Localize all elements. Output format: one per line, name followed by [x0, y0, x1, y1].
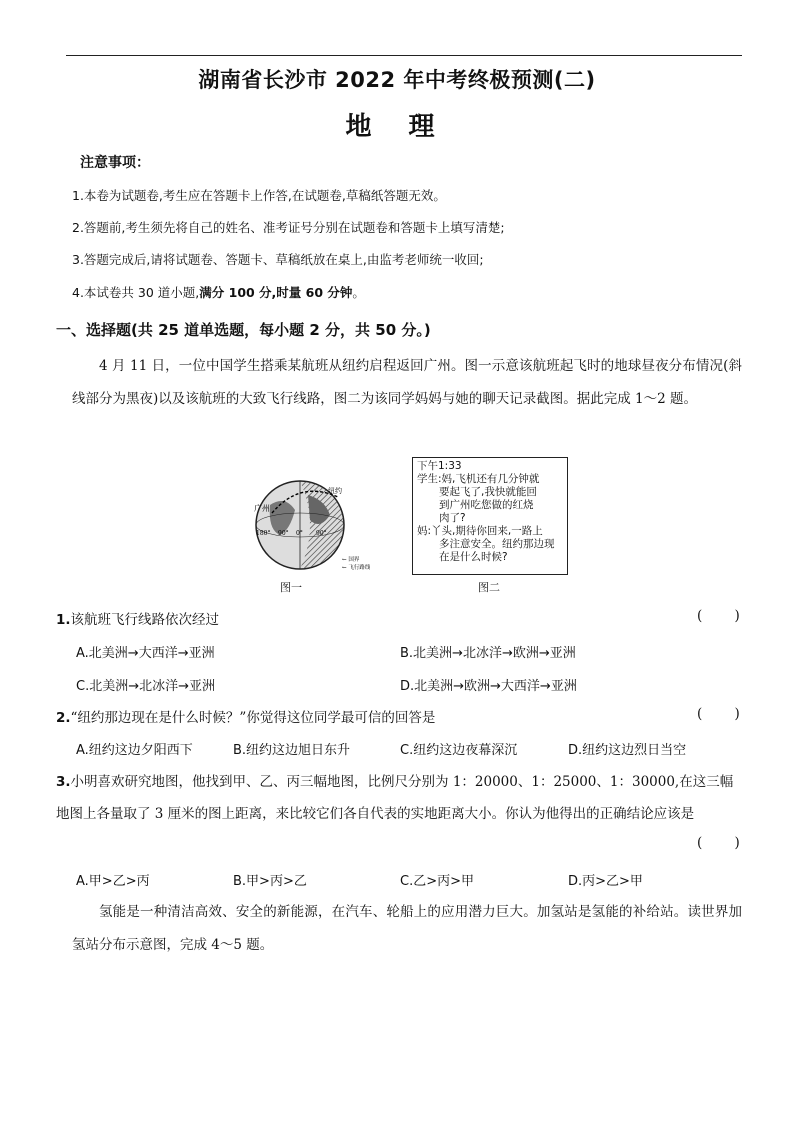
question-text: “纽约那边现在是什么时候？”你觉得这位同学最可信的回答是 [70, 710, 436, 726]
notice-item-4-bold: 满分 100 分,时量 60 分钟 [199, 285, 353, 300]
option-3a: A.甲>乙>丙 [76, 874, 150, 889]
answer-paren-3: ( ) [697, 835, 754, 851]
label-lon-90a: 90° [278, 530, 289, 537]
intro-paragraph-2: 氢能是一种清洁高效、安全的新能源，在汽车、轮船上的应用潜力巨大。加氢站是氢能的补给站。读世界加氢站分布示意图，完成 4～5 题。 [72, 904, 742, 953]
notice-item-4 [72, 283, 365, 301]
figure-2-caption: 图二 [478, 581, 500, 594]
top-rule [66, 55, 742, 56]
label-lon-180: 180° [256, 530, 271, 537]
figure-1-caption: 图一 [280, 581, 302, 594]
option-2a: A.纽约这边夕阳西下 [76, 743, 193, 758]
label-guangzhou: 广州 [254, 504, 270, 513]
option-2b: B.纽约这边旭日东升 [233, 743, 351, 758]
chat-line: 到广州吃您做的红烧 [439, 499, 534, 511]
notice-item-2: 2.答题前,考生须先将自己的姓名、准考证号分别在试题卷和答题卡上填写清楚; [72, 220, 505, 235]
intro-paragraph-1: 4 月 11 日，一位中国学生搭乘某航班从纽约启程返回广州。图一示意该航班起飞时的地球昼夜分布情况(斜线部分为黑夜)以及该航班的大致飞行线路，图二为该同学妈妈与她的聊天记录截图。据此完成 1～2 题。 [72, 358, 742, 407]
option-1b: B.北美洲→北冰洋→欧洲→亚洲 [400, 646, 576, 661]
globe-figure [250, 475, 370, 575]
chat-line: 在是什么时候? [439, 551, 508, 563]
legend-flight: ← 飞行路线 [342, 565, 370, 571]
notice-item-3: 3.答题完成后,请将试题卷、答题卡、草稿纸放在桌上,由监考老师统一收回; [72, 252, 484, 267]
chat-time: 下午1:33 [417, 460, 462, 472]
figures-area [250, 455, 580, 595]
option-3d: D.丙>乙>甲 [568, 874, 643, 889]
notice-item-1: 1.本卷为试题卷,考生应在答题卡上作答,在试题卷,草稿纸答题无效。 [72, 188, 446, 203]
option-3b: B.甲>丙>乙 [233, 874, 307, 889]
option-2c: C.纽约这边夜幕深沉 [400, 743, 518, 758]
chat-screenshot [412, 457, 568, 575]
section-heading: 一、选择题(共 25 道单选题，每小题 2 分，共 50 分。) [56, 321, 431, 339]
option-1d: D.北美洲→欧洲→大西洋→亚洲 [400, 679, 577, 694]
legend-border: ← 国界 [342, 557, 360, 563]
label-newyork: 纽约 [328, 487, 342, 495]
chat-line: 肉了? [439, 512, 466, 524]
question-3 [56, 766, 742, 830]
question-text: 该航班飞行线路依次经过 [70, 612, 220, 628]
option-1a: A.北美洲→大西洋→亚洲 [76, 646, 215, 661]
answer-paren-1: ( ) [697, 608, 754, 624]
chat-line: 学生:妈,飞机还有几分钟就 [417, 473, 540, 485]
label-lon-90b: 90° [316, 530, 327, 537]
notice-item-4-prefix: 4.本试卷共 30 道小题, [72, 285, 200, 300]
subject-title: 地 理 [345, 112, 449, 142]
notice-item-4-suffix: 。 [352, 285, 365, 300]
option-1c: C.北美洲→北冰洋→亚洲 [76, 679, 215, 694]
page-title: 湖南省长沙市 2022 年中考终极预测(二) [198, 68, 596, 92]
chat-line: 要起飞了,我快就能回 [439, 486, 537, 498]
question-2 [56, 706, 435, 726]
option-3c: C.乙>丙>甲 [400, 874, 474, 889]
question-number: 1. [56, 612, 71, 628]
question-number: 2. [56, 710, 71, 726]
question-number: 3. [56, 774, 71, 790]
notice-heading: 注意事项： [80, 155, 150, 171]
label-lon-0: 0° [296, 530, 303, 537]
answer-paren-2: ( ) [697, 706, 754, 722]
question-text: 小明喜欢研究地图，他找到甲、乙、丙三幅地图，比例尺分别为 1：20000、1：25000、1：30000,在这三幅地图上各量取了 3 厘米的图上距离，来比较它们各自代表的实地距离大小。你认为他得出的正确结论应该是 [56, 774, 734, 822]
question-1 [56, 608, 219, 628]
option-2d: D.纽约这边烈日当空 [568, 743, 687, 758]
chat-line: 妈:丫头,期待你回来,一路上 [417, 525, 543, 537]
chat-line: 多注意安全。纽约那边现 [439, 538, 555, 550]
